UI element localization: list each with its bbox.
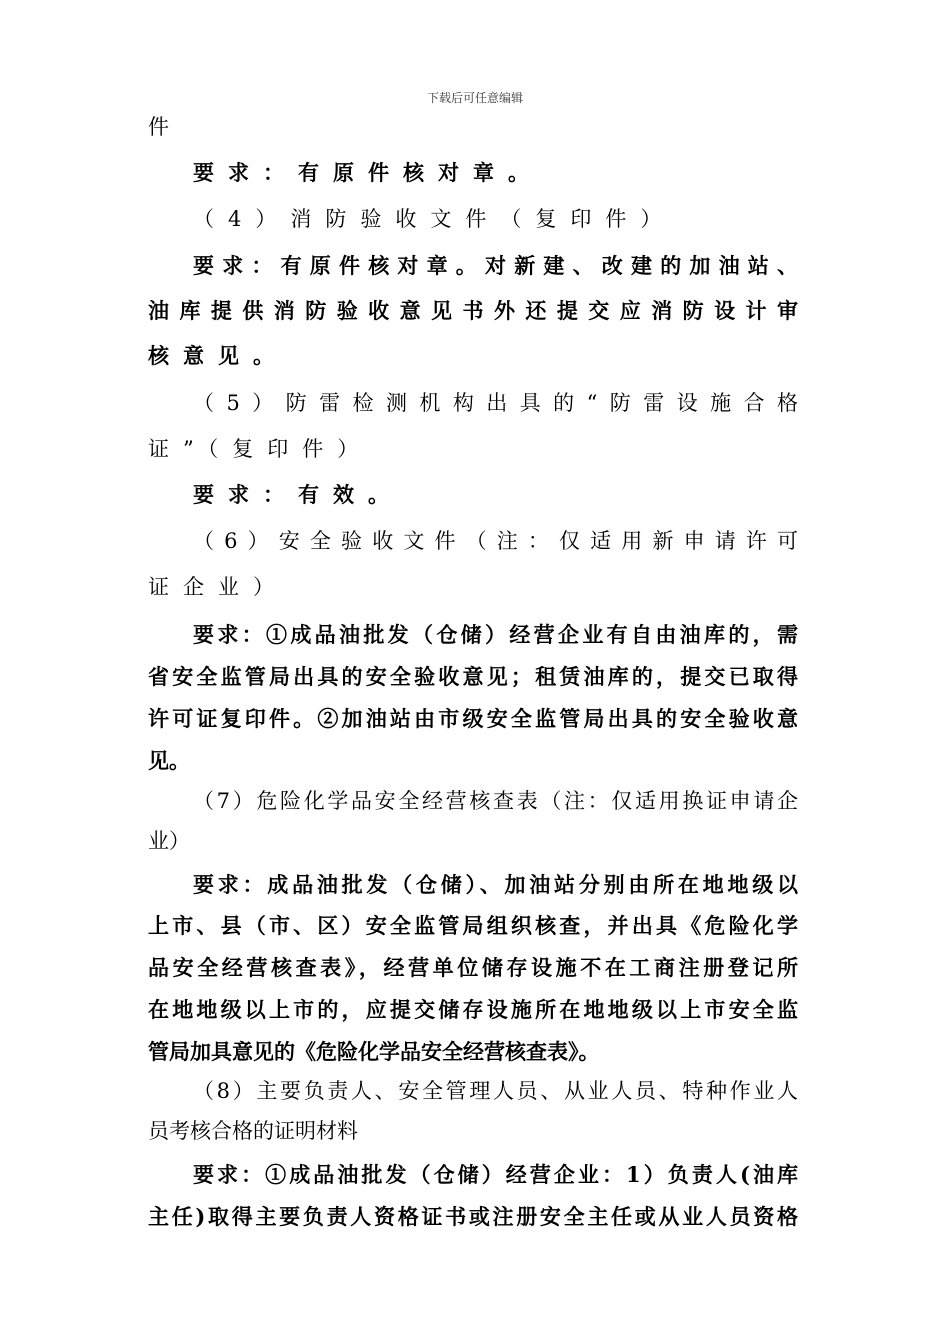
page-header: 下载后可任意编辑 — [426, 91, 523, 105]
requirement-line: 要求：①成品油批发（仓储）经营企业：1）负责人(油库 — [193, 1162, 798, 1187]
requirement-line: 要求：成品油批发（仓储）、加油站分别由所在地地级以 — [193, 872, 798, 897]
requirement-line: 要求：①成品油批发（仓储）经营企业有自由油库的，需 — [193, 622, 798, 647]
item-heading: （6）安全验收文件（注：仅适用新申请许可 — [193, 529, 798, 553]
text-line: 业） — [148, 829, 190, 853]
text-line: 见。 — [148, 748, 190, 773]
requirement-line: 要求：有效。 — [193, 482, 403, 507]
text-line: 证”（复印件） — [148, 437, 373, 461]
item-heading: （8）主要负责人、安全管理人员、从业人员、特种作业人 — [193, 1079, 798, 1103]
text-line: 省安全监管局出具的安全验收意见；租赁油库的，提交已取得 — [148, 664, 798, 689]
requirement-line: 要求：有原件核对章。对新建、改建的加油站、 — [193, 253, 798, 278]
text-line: 许可证复印件。②加油站由市级安全监管局出具的安全验收意 — [148, 706, 798, 731]
text-line: 件 — [148, 115, 169, 139]
item-heading: （7）危险化学品安全经营核查表（注：仅适用换证申请企 — [193, 789, 798, 813]
text-line: 品安全经营核查表》，经营单位储存设施不在工商注册登记所 — [148, 955, 798, 980]
text-line: 证企业） — [148, 575, 288, 599]
text-line: 油库提供消防验收意见书外还提交应消防设计审 — [148, 298, 798, 323]
text-line: 核意见。 — [148, 343, 288, 368]
text-line: 主任)取得主要负责人资格证书或注册安全主任或从业人员资格 — [148, 1204, 798, 1229]
text-line: 管局加具意见的《危险化学品安全经营核查表》。 — [148, 1039, 600, 1064]
text-line: 在地地级以上市的，应提交储存设施所在地地级以上市安全监 — [148, 997, 798, 1022]
text-line: 上市、县（市、区）安全监管局组织核查，并出具《危险化学 — [148, 913, 798, 938]
requirement-line: 要求：有原件核对章。 — [193, 160, 543, 185]
item-heading: （4）消防验收文件（复印件） — [193, 207, 676, 231]
text-line: 员考核合格的证明材料 — [148, 1119, 358, 1143]
item-heading: （5）防雷检测机构出具的“防雷设施合格 — [193, 391, 798, 415]
